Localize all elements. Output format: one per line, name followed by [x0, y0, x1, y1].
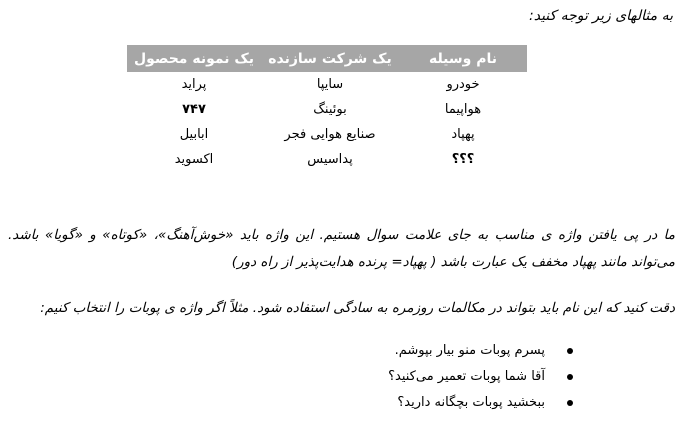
- list-item-text: پسرم پوبات منو بیار بپوشم.: [394, 343, 545, 358]
- table-cell: صنایع هوایی فجر: [284, 127, 376, 142]
- header-manufacturer: یک شرکت سازنده: [261, 45, 399, 72]
- list-item: [388, 390, 573, 416]
- bullet-icon: [567, 348, 573, 354]
- table-row: [127, 147, 527, 172]
- list-item-text: آقا شما پوبات تعمیر می‌کنید؟: [388, 369, 545, 384]
- table-cell: ابابیل: [179, 127, 209, 142]
- header-sample-product: یک نمونه محصول: [127, 45, 261, 72]
- table-cell: ۷۴۷: [182, 102, 206, 117]
- table-cell: سایپا: [316, 77, 344, 92]
- table-header-row: [127, 45, 527, 72]
- table-cell: پهپاد: [451, 127, 475, 142]
- intro-text: به مثالهای زیر توجه کنید:: [529, 8, 673, 24]
- list-item-text: ببخشید پوبات بچگانه دارید؟: [397, 395, 545, 410]
- example-sentences-list: [388, 338, 573, 416]
- header-device-name: نام وسیله: [399, 45, 527, 72]
- table-cell: بوئینگ: [313, 102, 347, 117]
- table-cell: هواپیما: [444, 102, 482, 117]
- table-row: [127, 122, 527, 147]
- list-item: [388, 364, 573, 390]
- table-cell: اکسوید: [174, 152, 214, 167]
- bullet-icon: [567, 400, 573, 406]
- table-row: [127, 97, 527, 122]
- table-cell: پراید: [181, 77, 207, 92]
- paragraph-usage-note: دقت کنید که این نام باید بتواند در مکالمات روزمره به سادگی استفاده شود. مثلاً اگر واژه ی پوبات را انتخاب کنیم:: [40, 300, 675, 316]
- table-cell: ؟؟؟: [451, 152, 475, 167]
- table-cell: پداسیس: [307, 152, 353, 167]
- table-row: [127, 72, 527, 97]
- bullet-icon: [567, 374, 573, 380]
- table-cell: خودرو: [446, 77, 480, 92]
- products-table: [127, 45, 527, 172]
- list-item: [388, 338, 573, 364]
- paragraph-goal: ما در پی یافتن واژه ی مناسب به جای علامت سوال هستیم. این واژه باید «خوش‌آهنگ»، «کوتاه» و «گویا» باشد. می‌تواند مانند پهپاد مخفف یک عبارت باشد ( پهپاد= پرنده هدایت‌پذیر از راه دور): [8, 227, 675, 270]
